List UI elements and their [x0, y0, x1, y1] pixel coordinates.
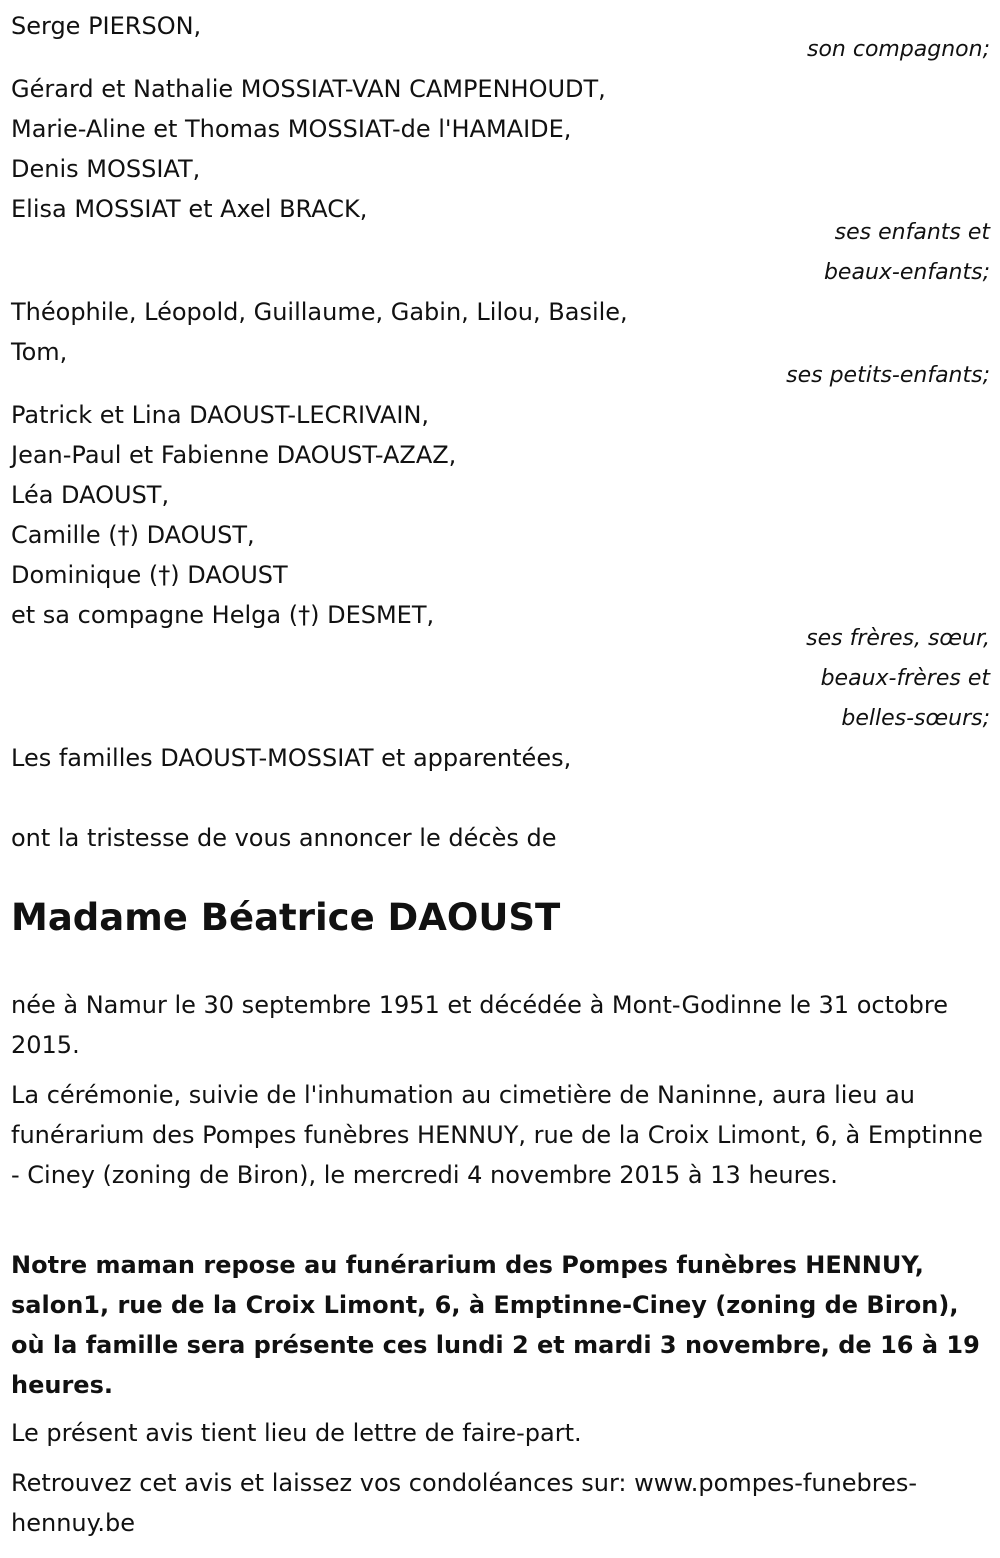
- family-name-line: Tom,: [11, 338, 68, 366]
- family-name-line: Théophile, Léopold, Guillaume, Gabin, Lilou, Basile,: [11, 298, 628, 326]
- family-name-line: Jean-Paul et Fabienne DAOUST-AZAZ,: [11, 441, 457, 469]
- deceased-name: Madame Béatrice DAOUST: [11, 896, 561, 939]
- announcement-line: ont la tristesse de vous annoncer le décès de: [11, 824, 557, 852]
- family-name-line: et sa compagne Helga (†) DESMET,: [11, 601, 435, 629]
- family-name-line: Serge PIERSON,: [11, 12, 202, 40]
- family-name-line: Camille (†) DAOUST,: [11, 521, 255, 549]
- family-name-line: Gérard et Nathalie MOSSIAT-VAN CAMPENHOUDT,: [11, 75, 606, 103]
- visitation-paragraph: Notre maman repose au funérarium des Pompes funèbres HENNUY, salon1, rue de la Croix Limont, 6, à Emptinne-Ciney (zoning de Biron), où la famille sera présente ces lundi 2 et mardi 3 novembre, de 16 à 19 heures.: [11, 1251, 980, 1399]
- family-name-line: Dominique (†) DAOUST: [11, 561, 288, 589]
- relationship-label: ses frères, sœur,: [806, 626, 990, 651]
- families-line: Les familles DAOUST-MOSSIAT et apparentées,: [11, 744, 572, 772]
- family-name-line: Elisa MOSSIAT et Axel BRACK,: [11, 195, 368, 223]
- relationship-label: ses enfants et: [834, 220, 990, 245]
- relationship-label: son compagnon;: [806, 37, 990, 62]
- relationship-label: beaux-frères et: [820, 666, 990, 691]
- notice-paragraph: Le présent avis tient lieu de lettre de faire-part.: [11, 1419, 582, 1447]
- relationship-label: beaux-enfants;: [823, 260, 990, 285]
- birth-death-paragraph: née à Namur le 30 septembre 1951 et décédée à Mont-Godinne le 31 octobre 2015.: [11, 991, 949, 1059]
- relationship-label: ses petits-enfants;: [786, 363, 990, 388]
- family-name-line: Patrick et Lina DAOUST-LECRIVAIN,: [11, 401, 430, 429]
- family-name-line: Denis MOSSIAT,: [11, 155, 201, 183]
- family-name-line: Léa DAOUST,: [11, 481, 170, 509]
- ceremony-paragraph: La cérémonie, suivie de l'inhumation au cimetière de Naninne, aura lieu au funérarium des Pompes funèbres HENNUY, rue de la Croix Limont, 6, à Emptinne - Ciney (zoning de Biron), le mercredi 4 novembre 2015 à 13 heures.: [11, 1081, 983, 1189]
- family-name-line: Marie-Aline et Thomas MOSSIAT-de l'HAMAIDE,: [11, 115, 572, 143]
- condolences-paragraph: Retrouvez cet avis et laissez vos condoléances sur: www.pompes-funebres-hennuy.be: [11, 1469, 918, 1537]
- relationship-label: belles-sœurs;: [841, 706, 990, 731]
